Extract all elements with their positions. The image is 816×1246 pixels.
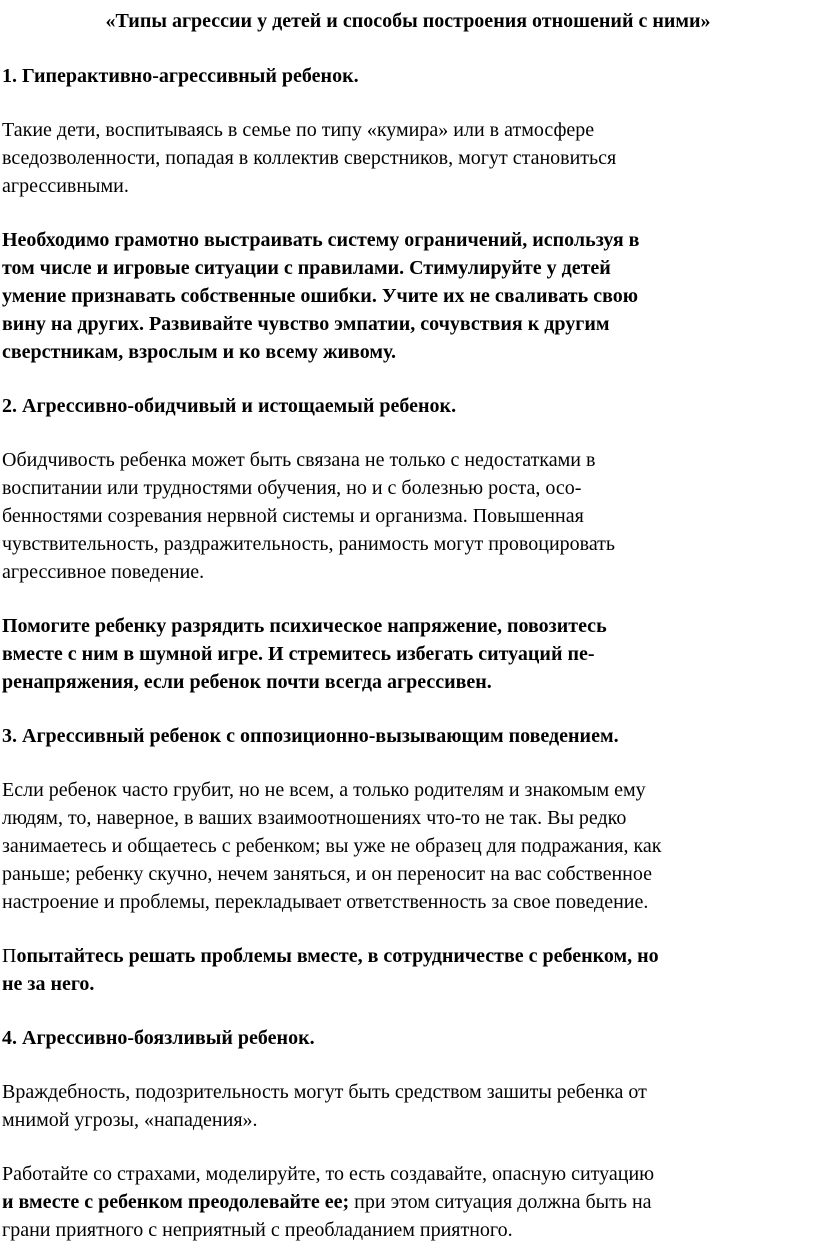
section-3-description <box>2 776 814 916</box>
section-2-heading: 2. Агрессивно-обидчивый и истощаемый ребенок. <box>2 395 457 417</box>
text-line: умение признавать собственные ошибки. Учите их не сваливать свою <box>2 285 639 307</box>
advice-first-letter: П <box>2 945 17 967</box>
advice-text-bold: и вместе с ребенком преодолевайте ее; <box>2 1191 350 1213</box>
text-line: агрессивными. <box>2 175 129 197</box>
section-4-advice <box>2 1160 814 1244</box>
text-line: не за него. <box>2 973 95 995</box>
section-3-advice <box>2 942 814 998</box>
text-line: мнимой угрозы, «нападения». <box>2 1109 258 1131</box>
section-2-description <box>2 446 814 586</box>
text-line <box>2 942 814 970</box>
text-line: агрессивное поведение. <box>2 561 205 583</box>
text-line: том числе и игровые ситуации с правилами. Стимулируйте у детей <box>2 257 611 279</box>
text-line: воспитании или трудностями обучения, но и с болезнью роста, осо- <box>2 477 582 499</box>
text-line: настроение и проблемы, перекладывает ответственность за свое поведение. <box>2 891 649 913</box>
text-line: Если ребенок часто грубит, но не всем, а только родителям и знакомым ему <box>2 779 646 801</box>
text-line: вместе с ним в шумной игре. И стремитесь избегать ситуаций пе- <box>2 643 595 665</box>
advice-text: при этом ситуация должна быть на <box>349 1191 652 1213</box>
text-line: Такие дети, воспитываясь в семье по типу «кумира» или в атмосфере <box>2 119 595 141</box>
text-line: сверстникам, взрослым и ко всему живому. <box>2 341 396 363</box>
text-line: Враждебность, подозрительность могут быть средством зашиты ребенка от <box>2 1081 647 1103</box>
text-line: грани приятного с неприятный с преобладанием приятного. <box>2 1219 513 1241</box>
text-line: людям, то, наверное, в ваших взаимоотношениях что-то не так. Вы редко <box>2 807 627 829</box>
section-2-advice <box>2 612 814 696</box>
text-line: ренапряжения, если ребенок почти всегда агрессивен. <box>2 671 492 693</box>
text-line: бенностями созревания нервной системы и организма. Повышенная <box>2 505 584 527</box>
text-line: занимаетесь и общаетесь с ребенком; вы уже не образец для подражания, как <box>2 835 662 857</box>
document-page <box>2 0 814 1244</box>
section-1-advice <box>2 226 814 366</box>
text-line: Работайте со страхами, моделируйте, то есть создавайте, опасную ситуацию <box>2 1163 655 1185</box>
section-1-description <box>2 116 814 200</box>
text-line: вину на других. Развивайте чувство эмпатии, сочувствия к другим <box>2 313 610 335</box>
text-line: чувствительность, раздражительность, ранимость могут провоцировать <box>2 533 616 555</box>
advice-text-bold: опытайтесь решать проблемы вместе, в сотрудничестве с ребенком, но <box>16 945 659 967</box>
text-line <box>2 1188 814 1216</box>
section-4-description <box>2 1078 814 1134</box>
text-line: Помогите ребенку разрядить психическое напряжение, повозитесь <box>2 615 607 637</box>
section-4-heading: 4. Агрессивно-боязливый ребенок. <box>2 1027 315 1049</box>
section-1-heading: 1. Гиперактивно-агрессивный ребенок. <box>2 65 359 87</box>
text-line: раньше; ребенку скучно, нечем заняться, и он переносит на вас собственное <box>2 863 652 885</box>
text-line: вседозволенности, попадая в коллектив сверстников, могут становиться <box>2 147 617 169</box>
document-title: «Типы агрессии у детей и способы построения отношений с ними» <box>105 10 711 32</box>
section-3-heading: 3. Агрессивный ребенок с оппозиционно-вызывающим поведением. <box>2 725 619 747</box>
text-line: Обидчивость ребенка может быть связана не только с недостатками в <box>2 449 596 471</box>
text-line: Необходимо грамотно выстраивать систему ограничений, используя в <box>2 229 640 251</box>
